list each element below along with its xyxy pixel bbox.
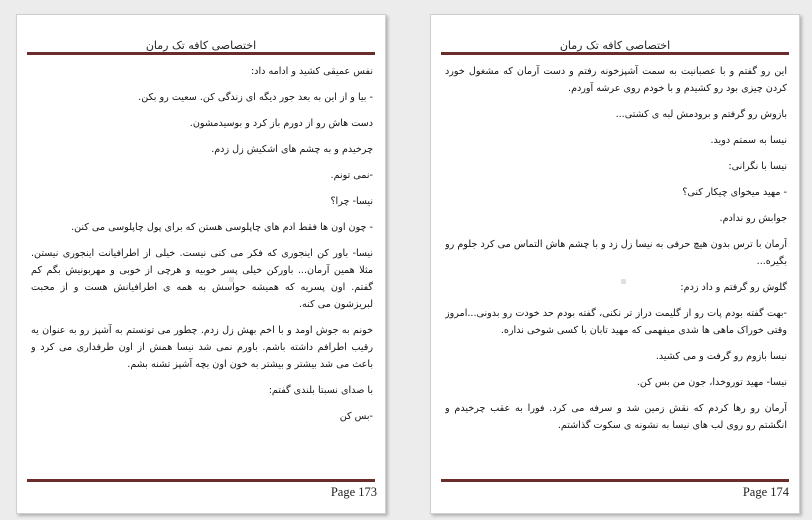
paragraph: آرمان رو رها کردم که نقش زمین شد و سرفه می کرد. فورا به عقب چرخیدم و انگشتم رو روی لب های نیسا به نشونه ی سکوت گذاشتم. [445,403,787,431]
page-body-text [445,63,787,467]
footer-rule [27,479,375,482]
paragraph: - بیا و از این به بعد جور دیگه ای زندگی کن. سعیت رو بکن. [138,92,373,103]
paragraph: این رو گفتم و با عصبانیت به سمت آشپزخونه رفتم و دست آرمان که مشغول خورد کردن چیزی بود رو کشیدم و با خودم روی عرشه آوردم. [445,66,787,94]
paragraph: نیسا- مهید توروخدا، جون من بس کن. [636,377,787,388]
paragraph: نیسا با نگرانی: [728,161,787,172]
paragraph: نیسا- باور کن اینجوری که فکر می کنی نیست. خیلی از اطرافیانت اینجوری نیستن. مثلا همین آرمان... باورکن خیلی پسر خوبیه و هرچی از خوبی و مهربونیش بگم کم گفتم. اون پسریه که همیشه حواسش به همه ی اطرافیانش هست و از محبت لبریزشون می کنه. [31,248,373,310]
page-number: Page 174 [742,485,789,499]
page-number: Page 173 [330,485,377,499]
paragraph: - مهید میخوای چیکار کنی؟ [682,187,787,198]
footer-rule [441,479,789,482]
page-marker [621,279,626,284]
paragraph: آرمان با ترس بدون هیچ حرفی به نیسا زل زد و با چشم هاش التماس می کرد جلوم رو بگیره... [445,239,787,267]
paragraph: -نمی تونم. [330,170,373,181]
document-page-left [16,14,386,514]
document-page-right [430,14,800,514]
page-header-title: اختصاصی کافه تک رمان [145,39,257,52]
paragraph: نیسا به سمتم دوید. [710,135,787,146]
paragraph: -بهت گفته بودم پات رو از گلیمت دراز تر نکنی، گفته بودم حد خودت رو بدونی...امروز وقتی خوراک ماهی ها شدی میفهمی که مهید تابان با کسی شوخی نداره. [445,308,787,336]
paragraph: بازوش رو گرفتم و برودمش لبه ی کشتی... [615,109,787,120]
page-body-text [31,63,373,467]
paragraph: - چون اون ها فقط ادم های چاپلوسی هستن که برای پول چاپلوسی می کنن. [71,222,373,233]
paragraph: دست هاش رو از دورم باز کرد و بوسیدمشون. [189,118,373,129]
paragraph: با صدای نسبتا بلندی گفتم: [268,385,373,396]
paragraph: چرخیدم و به چشم های اشکیش زل زدم. [211,144,373,155]
page-header-title: اختصاصی کافه تک رمان [559,39,671,52]
paragraph: -بس کن [339,411,373,422]
paragraph: خونم به جوش اومد و با اخم بهش زل زدم. چطور می تونستم به آشپز رو به عنوان یه رقیب اطرافم داشته باشم. باورم نمی شد نیسا همش از اون طرفداری می کرد و باعث می شد بیشتر و بیشتر به خون اون بچه آشپز تشنه بشم. [31,325,373,370]
paragraph: نفس عمیقی کشید و ادامه داد: [250,66,373,77]
header-rule [441,52,789,55]
paragraph: گلوش رو گرفتم و داد زدم: [680,282,787,293]
header-rule [27,52,375,55]
paragraph: جوابش رو ندادم. [719,213,787,224]
paragraph: نیسا بازوم رو گرفت و می کشید. [655,351,787,362]
paragraph: نیسا- چرا؟ [330,196,373,207]
page-marker [229,277,234,282]
